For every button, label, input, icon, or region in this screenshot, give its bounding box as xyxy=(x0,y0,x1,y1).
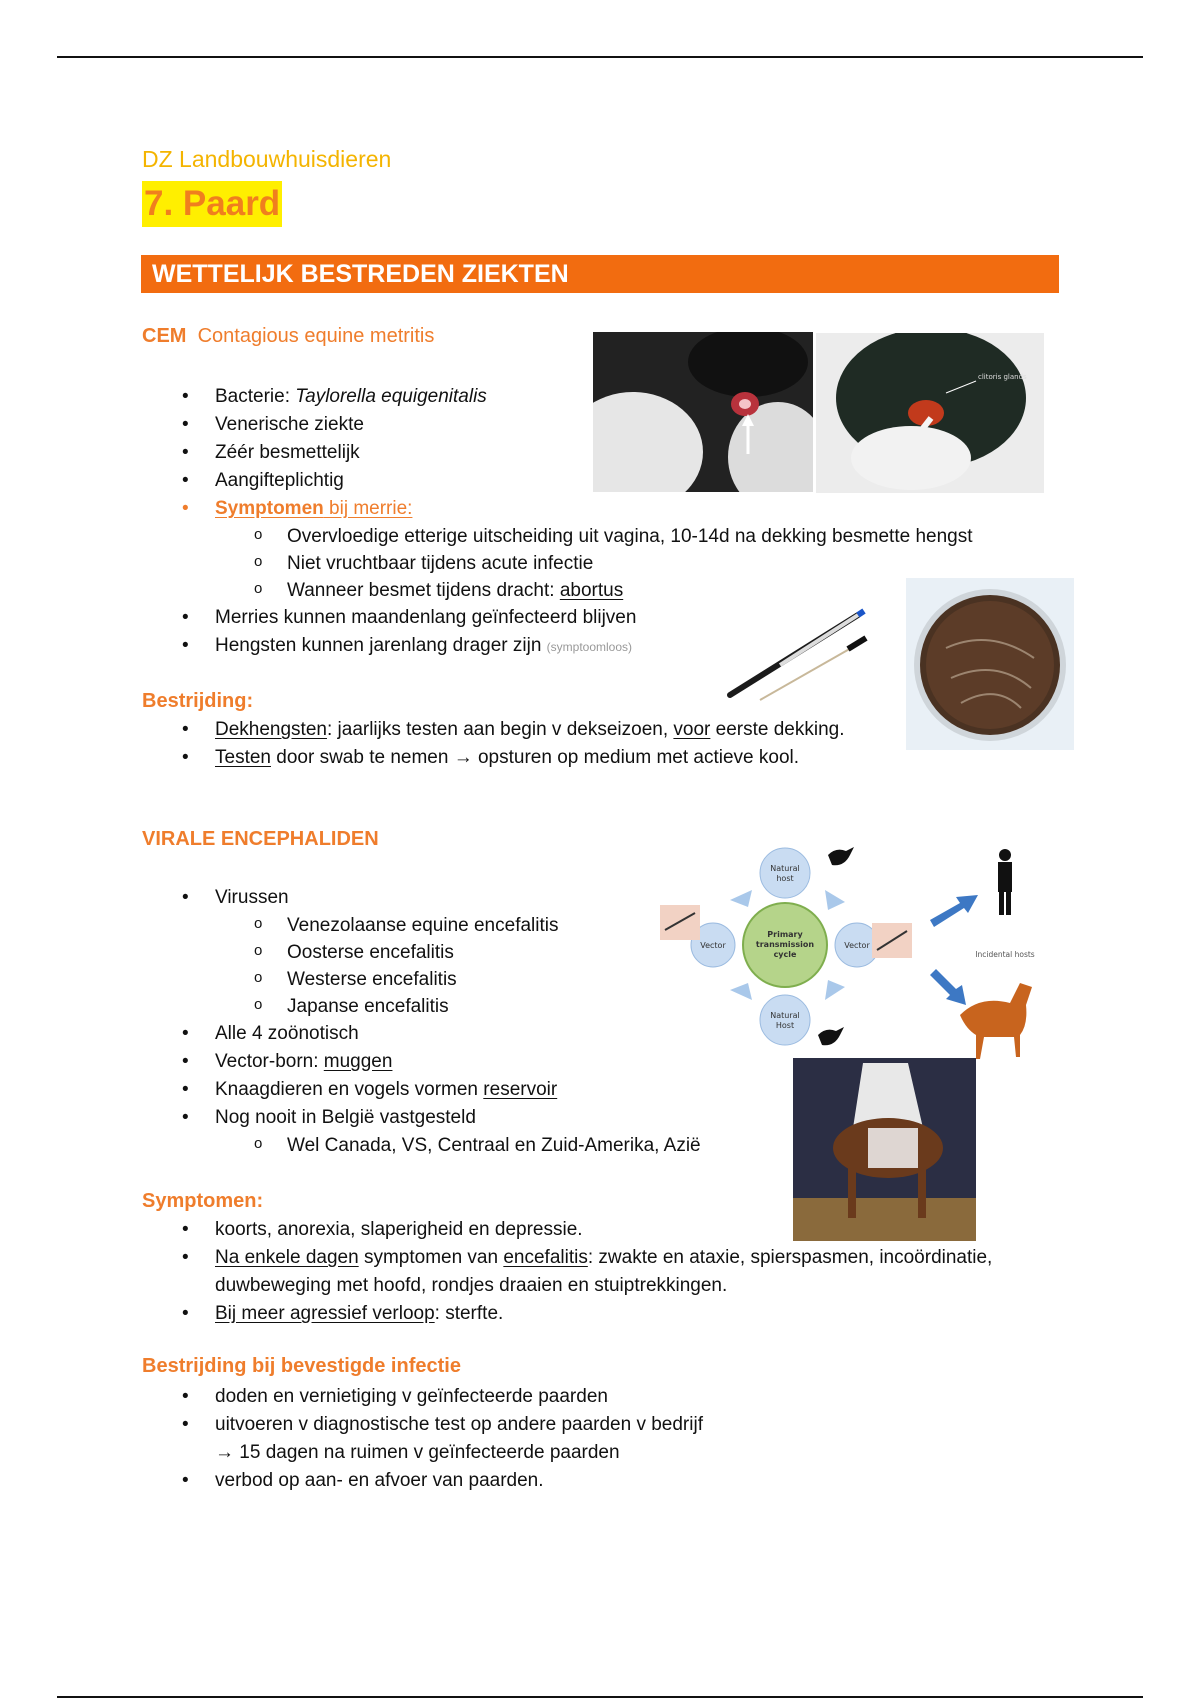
list-item: • Alle 4 zoönotisch xyxy=(142,1020,792,1048)
bestrijding-heading: Bestrijding: xyxy=(142,690,254,712)
horse-sling-photo xyxy=(793,1058,976,1241)
list-item: • Testen door swab te nemen → opsturen op medium met actieve kool. xyxy=(142,744,1042,772)
svg-text:host: host xyxy=(776,874,794,883)
list-item: • Nog nooit in België vastgesteld xyxy=(142,1104,792,1132)
list-item: • Symptomen bij merrie: xyxy=(142,495,1042,523)
cem-photo-left xyxy=(593,332,813,492)
list-item: • Virussen xyxy=(142,884,792,912)
symptomen-list xyxy=(142,1216,1062,1328)
sub-list-item: o Japanse encefalitis xyxy=(142,993,792,1020)
gloved-hand-image xyxy=(593,332,813,492)
sub-list-item: o Niet vruchtbaar tijdens acute infectie xyxy=(142,550,1042,577)
list-item: • verbod op aan- en afvoer van paarden. xyxy=(142,1467,1042,1495)
sub-list-item: o Wanneer besmet tijdens dracht: abortus xyxy=(142,577,1042,604)
list-item: • Aangifteplichtig xyxy=(142,467,1042,495)
list-item: • Bacterie: Taylorella equigenitalis xyxy=(142,383,1042,411)
svg-text:clitoris glands: clitoris glands xyxy=(978,373,1027,381)
svg-text:Natural: Natural xyxy=(770,864,800,873)
sub-list-item: o Wel Canada, VS, Centraal en Zuid-Amerika, Azië xyxy=(142,1132,792,1159)
section-banner: WETTELIJK BESTREDEN ZIEKTEN xyxy=(141,255,1059,293)
list-item: • Knaagdieren en vogels vormen reservoir xyxy=(142,1076,792,1104)
list-item: • koorts, anorexia, slaperigheid en depressie. xyxy=(142,1216,1062,1244)
top-rule xyxy=(57,56,1143,58)
bestrijding2-heading: Bestrijding bij bevestigde infectie xyxy=(142,1355,461,1377)
list-item: • Vector-born: muggen xyxy=(142,1048,792,1076)
bestrijding2-list xyxy=(142,1383,1042,1495)
chapter-title: 7. Paard xyxy=(142,181,282,227)
cem-abbr: CEM xyxy=(142,325,187,347)
swab-sample-image xyxy=(816,333,1044,493)
svg-text:Incidental hosts: Incidental hosts xyxy=(975,950,1035,959)
list-item: • doden en vernietiging v geïnfecteerde paarden xyxy=(142,1383,1042,1411)
virale-heading: VIRALE ENCEPHALIDEN xyxy=(142,828,379,850)
cem-photo-right xyxy=(816,333,1044,493)
svg-text:cycle: cycle xyxy=(773,950,797,959)
transmission-cycle-diagram xyxy=(660,835,1052,1060)
svg-text:Primary: Primary xyxy=(767,930,803,939)
bottom-rule xyxy=(57,1696,1143,1698)
svg-text:Host: Host xyxy=(775,1021,795,1030)
cem-name: Contagious equine metritis xyxy=(197,325,435,347)
svg-text:transmission: transmission xyxy=(755,940,815,949)
symptomen-heading: Symptomen: xyxy=(142,1190,264,1212)
list-item: • Zéér besmettelijk xyxy=(142,439,1042,467)
list-item: • Dekhengsten: jaarlijks testen aan begin v dekseizoen, voor eerste dekking. xyxy=(142,716,1042,744)
list-item: • Bij meer agressief verloop: sterfte. xyxy=(142,1300,1062,1328)
list-item: • Na enkele dagen symptomen van encefalitis: zwakte en ataxie, spierspasmen, incoördinatie, duwbeweging met hoofd, rondjes draaien en stuiptrekkingen. xyxy=(142,1244,1062,1300)
svg-text:Vector: Vector xyxy=(700,941,726,950)
sub-list-item: o Oosterse encefalitis xyxy=(142,939,792,966)
bestrijding-list xyxy=(142,716,1042,772)
cem-heading xyxy=(142,325,434,348)
swab-tube-image xyxy=(720,605,870,705)
list-item: • uitvoeren v diagnostische test op andere paarden v bedrijf → 15 dagen na ruimen v geïnfecteerde paarden xyxy=(142,1411,1042,1467)
sub-list-item: o Venezolaanse equine encefalitis xyxy=(142,912,792,939)
sub-list-item: o Westerse encefalitis xyxy=(142,966,792,993)
sub-list-item: o Overvloedige etterige uitscheiding uit vagina, 10-14d na dekking besmette hengst xyxy=(142,523,1042,550)
svg-text:Vector: Vector xyxy=(844,941,870,950)
list-item: • Venerische ziekte xyxy=(142,411,1042,439)
list-item: • Merries kunnen maandenlang geïnfecteerd blijven xyxy=(142,604,1042,632)
bacterie-name: Taylorella equigenitalis xyxy=(295,386,487,407)
course-title: DZ Landbouwhuisdieren xyxy=(142,146,392,172)
list-item: • Hengsten kunnen jarenlang drager zijn (symptoomloos) xyxy=(142,632,1042,661)
svg-text:Natural: Natural xyxy=(770,1011,800,1020)
